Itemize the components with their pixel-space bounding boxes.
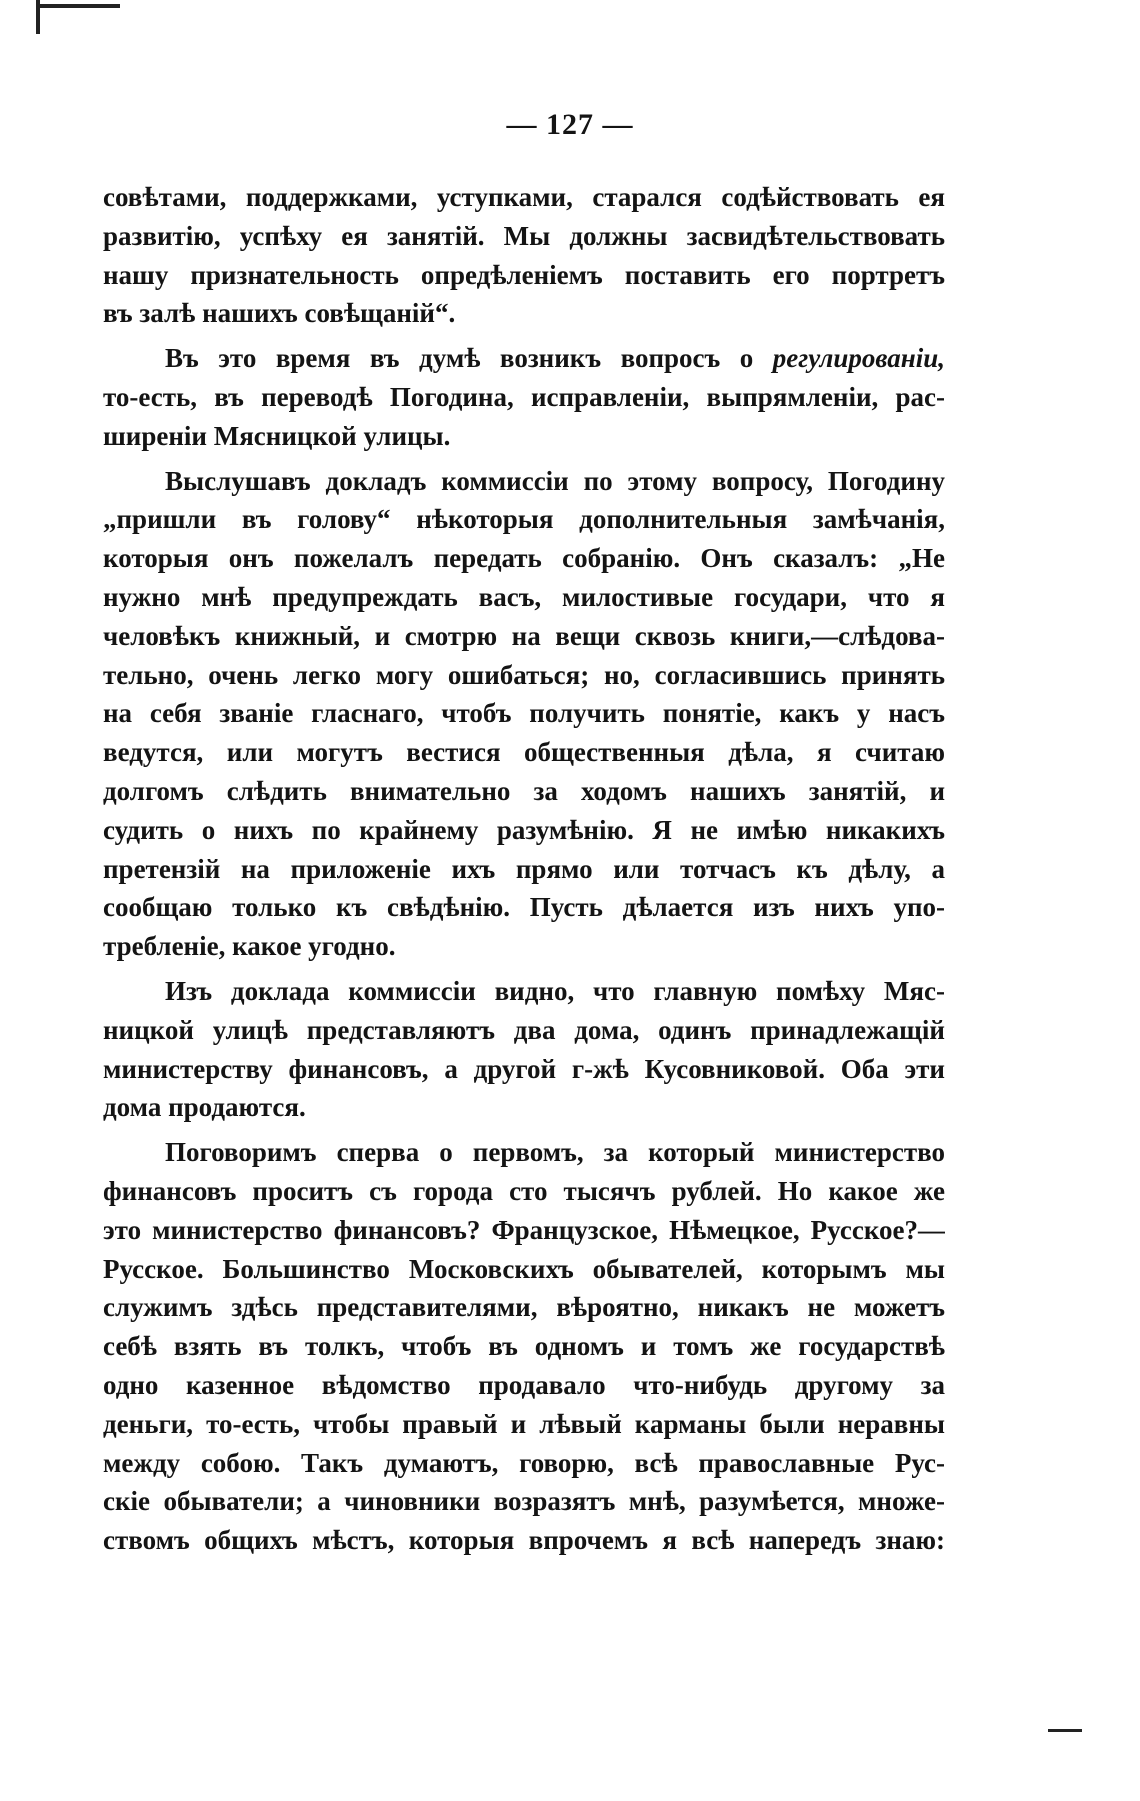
text-line: служимъ здѣсь представителями, вѣроятно, никакъ не можетъ — [103, 1292, 945, 1323]
text-line: „пришли въ голову“ нѣкоторыя дополнительныя замѣчанія, — [103, 504, 945, 535]
text-line: Выслушавъ докладъ коммиссіи по этому вопросу, Погодину — [165, 465, 945, 496]
text-line: требленіе, какое угодно. — [103, 931, 396, 962]
text-line: Русское. Большинство Московскихъ обывателей, которымъ мы — [103, 1253, 945, 1284]
text-line: дома продаются. — [103, 1092, 306, 1123]
text-line: министерству финансовъ, а другой г-жѣ Кусовниковой. Оба эти — [103, 1053, 945, 1084]
text-line: между собою. Такъ думаютъ, говорю, всѣ православные Рус- — [103, 1447, 945, 1478]
text-line: деньги, то-есть, чтобы правый и лѣвый карманы были неравны — [103, 1408, 945, 1439]
text-line: ствомъ общихъ мѣстъ, которыя впрочемъ я всѣ напередъ знаю: — [103, 1525, 945, 1556]
text-line: сообщаю только къ свѣдѣнію. Пусть дѣлается изъ нихъ упо- — [103, 892, 945, 923]
text-line: себѣ взять въ толкъ, чтобъ въ одномъ и томъ же государствѣ — [103, 1331, 945, 1362]
text-line: Изъ доклада коммиссіи видно, что главную помѣху Мяс- — [165, 975, 945, 1006]
italic-term: регулированіи, — [772, 343, 945, 374]
text-line: судить о нихъ по крайнему разумѣнію. Я не имѣю никакихъ — [103, 814, 945, 845]
text-line — [103, 339, 945, 378]
text-line: ведутся, или могутъ вестися общественныя дѣла, я считаю — [103, 737, 945, 768]
body-text — [103, 178, 945, 1560]
text-line: ницкой улицѣ представляютъ два дома, одинъ принадлежащій — [103, 1014, 945, 1045]
text-line: совѣтами, поддержками, уступками, старался содѣйствовать ея — [103, 182, 945, 212]
text-line: Поговоримъ сперва о первомъ, за который министерство — [165, 1137, 945, 1168]
paragraph — [103, 178, 945, 333]
text-line: человѣкъ книжный, и смотрю на вещи сквозь книги,—слѣдова- — [103, 620, 945, 651]
text-line: финансовъ проситъ съ города сто тысячъ рублей. Но какое же — [103, 1175, 945, 1206]
text-line: долгомъ слѣдить внимательно за ходомъ нашихъ занятій, и — [103, 775, 945, 806]
text-line: развитію, успѣху ея занятій. Мы должны засвидѣтельствовать — [103, 220, 945, 251]
paragraph — [103, 972, 945, 1127]
text-line: это министерство финансовъ? Французское, Нѣмецкое, Русское?— — [103, 1214, 945, 1245]
text-line: нужно мнѣ предупреждать васъ, милостивые государи, что я — [103, 581, 945, 612]
text-span: Въ это время въ думѣ возникъ вопросъ о — [165, 343, 754, 374]
text-line: въ залѣ нашихъ совѣщаній“. — [103, 298, 456, 329]
text-line: то-есть, въ переводѣ Погодина, исправленіи, выпрямленіи, рас- — [103, 381, 945, 412]
paragraph — [103, 1133, 945, 1560]
text-line: на себя званіе гласнаго, чтобъ получить понятіе, какъ у насъ — [103, 698, 945, 729]
text-line: нашу признательность опредѣленіемъ поставить его портретъ — [103, 259, 945, 290]
corner-scan-mark-top — [36, 4, 120, 8]
text-line: претензій на приложеніе ихъ прямо или тотчасъ къ дѣлу, а — [103, 853, 945, 884]
text-line: ширеніи Мясницкой улицы. — [103, 420, 451, 451]
text-line: скіе обыватели; а чиновники возразятъ мнѣ, разумѣется, множе- — [103, 1486, 945, 1517]
text-line: одно казенное вѣдомство продавало что-нибудь другому за — [103, 1369, 945, 1400]
margin-rule-mark — [1048, 1729, 1082, 1732]
paragraph — [103, 339, 945, 455]
page-number: — 127 — — [506, 108, 634, 141]
text-line: тельно, очень легко могу ошибаться; но, согласившись принять — [103, 659, 945, 690]
paragraph — [103, 462, 945, 966]
text-line: которыя онъ пожелалъ передать собранію. Онъ сказалъ: „Не — [103, 543, 945, 574]
